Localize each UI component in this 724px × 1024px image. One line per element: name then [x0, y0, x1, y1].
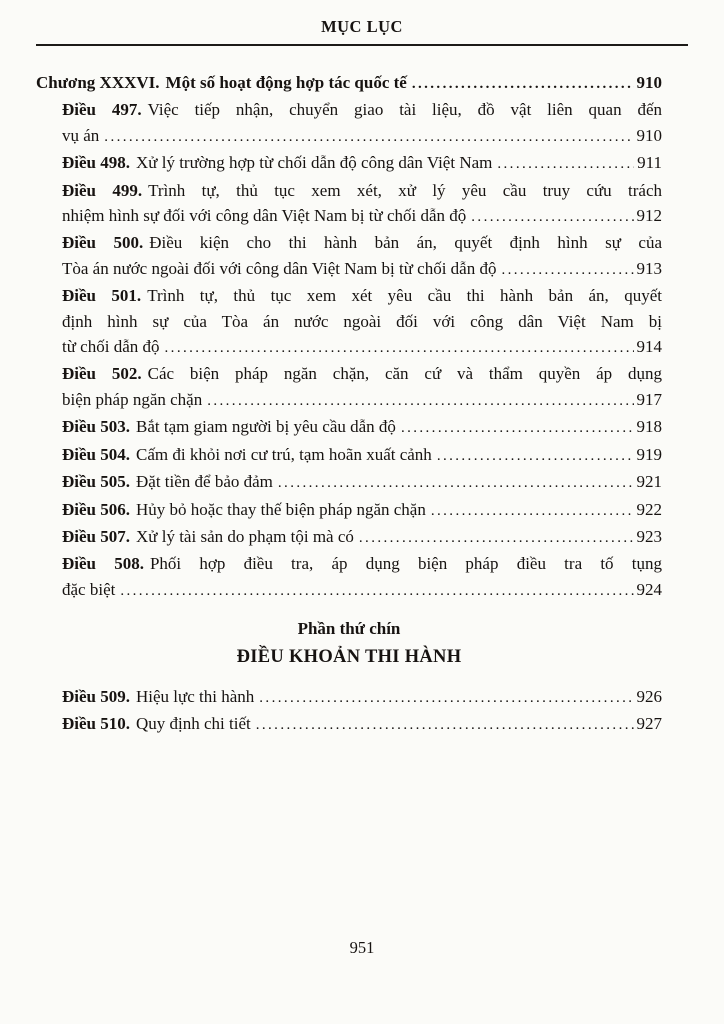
header-title: MỤC LỤC [321, 17, 403, 36]
toc-entry-page-number: 924 [636, 579, 662, 599]
toc-entry-text: Cấm đi khỏi nơi cư trú, tạm hoãn xuất cảnh [136, 444, 432, 464]
toc-entry-text: Việc tiếp nhận, chuyển giao tài liệu, đồ vật liên quan đến [147, 100, 662, 120]
toc-entry-page-number: 910 [636, 73, 662, 92]
dotted-leader [401, 414, 634, 441]
toc-entry-page-number: 923 [636, 526, 662, 546]
toc-entry-page-number: 926 [636, 686, 662, 706]
toc-article-entry [36, 711, 662, 738]
header-rule [36, 44, 688, 46]
toc-entry-line [62, 150, 662, 177]
dotted-leader [259, 684, 633, 711]
toc-entry-line [62, 309, 662, 334]
toc-entry-label: Chương XXXVI. [36, 73, 160, 92]
toc-entry-text: Hiệu lực thi hành [136, 686, 255, 706]
dotted-leader [412, 70, 634, 97]
toc-entry-label: Điều 503. [62, 417, 130, 437]
toc-entry-label: Điều 504. [62, 444, 130, 464]
toc-entry-text: Quy định chi tiết [136, 714, 251, 734]
part-label: Phần thứ chín [297, 619, 401, 639]
toc-chapter-entry [36, 70, 662, 97]
toc-entry-text: biện pháp ngăn chặn [62, 389, 203, 409]
toc-entry-page-number: 922 [636, 499, 662, 519]
toc-entry-page-number: 910 [636, 125, 662, 145]
toc-closing-entry-list [36, 684, 662, 739]
toc-article-entry [36, 414, 662, 441]
toc-entry-label: Điều 506. [62, 499, 130, 519]
toc-entry-line [62, 123, 662, 150]
toc-entry-page-number: 921 [636, 472, 662, 492]
toc-article-entry [36, 684, 662, 711]
toc-article-entry [36, 178, 662, 231]
toc-entry-text: Trình tự, thủ tục xem xét, xử lý yêu cầu truy cứu trách [148, 180, 662, 200]
toc-article-entry [36, 524, 662, 551]
toc-entry-line [62, 387, 662, 414]
toc-entry-line [62, 256, 662, 283]
toc-article-entry [36, 150, 662, 177]
toc-entry-line [62, 203, 662, 230]
dotted-leader [471, 203, 633, 230]
toc-entry-label: Điều 507. [62, 526, 130, 546]
toc-entry-text: định hình sự của Tòa án nước ngoài đối với công dân Việt Nam bị [62, 311, 662, 331]
toc-entry-text: Đặt tiền để bảo đảm [136, 472, 273, 492]
dotted-leader [165, 334, 634, 361]
toc-entry-text: nhiệm hình sự đối với công dân Việt Nam bị từ chối dẫn độ [62, 206, 467, 226]
toc-entry-line [62, 577, 662, 604]
toc-entry-text: Các biện pháp ngăn chặn, căn cứ và thẩm quyền áp dụng [147, 364, 663, 384]
toc-article-entry [36, 497, 662, 524]
toc-entry-page-number: 914 [636, 337, 662, 357]
dotted-leader [497, 150, 634, 177]
toc-article-entry [36, 230, 662, 283]
toc-article-entry [36, 361, 662, 414]
toc-entry-text: từ chối dẫn độ [62, 337, 160, 357]
dotted-leader [104, 123, 633, 150]
toc-entry-text: Điều kiện cho thi hành bản án, quyết định hình sự của [149, 233, 663, 253]
toc-entry-text: đặc biệt [62, 579, 116, 599]
dotted-leader [207, 387, 633, 414]
toc-entry-line [62, 283, 662, 308]
page-number-footer: 951 [349, 938, 375, 957]
part-title: ĐIỀU KHOẢN THI HÀNH [236, 646, 462, 667]
toc-entry-label: Điều 510. [62, 714, 130, 734]
toc-entry-text: Tòa án nước ngoài đối với công dân Việt Nam bị từ chối dẫn độ [62, 258, 497, 278]
section-heading [36, 616, 662, 670]
toc-entry-page-number: 917 [636, 389, 662, 409]
toc-entry-line [36, 70, 662, 97]
toc-entry-label: Điều 508. [62, 554, 144, 574]
toc-entry-page-number: 913 [636, 258, 662, 278]
toc-entry-line [62, 469, 662, 496]
toc-entry-text: Xử lý tài sản do phạm tội mà có [136, 526, 354, 546]
toc-entry-line [62, 414, 662, 441]
dotted-leader [437, 442, 634, 469]
dotted-leader [278, 469, 634, 496]
dotted-leader [431, 497, 634, 524]
toc-entry-label: Điều 502. [62, 364, 142, 384]
toc-entry-line [62, 230, 662, 255]
toc-entry-list [36, 70, 662, 604]
toc-article-entry [36, 97, 662, 150]
toc-entry-text: vụ án [62, 125, 100, 145]
toc-entry-label: Điều 501. [62, 286, 142, 306]
toc-entry-text: Hủy bỏ hoặc thay thế biện pháp ngăn chặn [136, 499, 426, 519]
toc-entry-line [62, 178, 662, 203]
toc-entry-page-number: 918 [636, 417, 662, 437]
toc-entry-page-number: 912 [636, 206, 662, 226]
toc-entry-line [62, 334, 662, 361]
dotted-leader [359, 524, 634, 551]
toc-entry-page-number: 919 [636, 444, 662, 464]
toc-entry-text: Bắt tạm giam người bị yêu cầu dẫn độ [136, 417, 396, 437]
dotted-leader [256, 711, 634, 738]
toc-entry-text: Một số hoạt động hợp tác quốc tế [165, 73, 407, 92]
toc-entry-text: Phối hợp điều tra, áp dụng biện pháp điều tra tố tụng [149, 554, 662, 574]
toc-entry-line [62, 442, 662, 469]
toc-entry-label: Điều 498. [62, 153, 130, 173]
dotted-leader [501, 256, 633, 283]
toc-entry-label: Điều 497. [62, 100, 142, 120]
toc-article-entry [36, 283, 662, 361]
toc-entry-line [62, 711, 662, 738]
toc-entry-line [62, 497, 662, 524]
toc-entry-label: Điều 505. [62, 472, 130, 492]
toc-article-entry [36, 551, 662, 604]
toc-entry-line [62, 97, 662, 122]
toc-entry-text: Trình tự, thủ tục xem xét yêu cầu thi hành bản án, quyết [147, 286, 663, 306]
toc-article-entry [36, 469, 662, 496]
toc-entry-label: Điều 509. [62, 686, 130, 706]
toc-content [36, 70, 662, 739]
toc-entry-line [62, 524, 662, 551]
toc-entry-label: Điều 499. [62, 180, 143, 200]
toc-entry-label: Điều 500. [62, 233, 144, 253]
toc-entry-line [62, 361, 662, 386]
dotted-leader [120, 577, 633, 604]
page-header [0, 0, 724, 37]
toc-entry-page-number: 927 [636, 714, 662, 734]
toc-entry-line [62, 684, 662, 711]
toc-article-entry [36, 442, 662, 469]
toc-entry-line [62, 551, 662, 576]
toc-entry-text: Xử lý trường hợp từ chối dẫn độ công dân Việt Nam [136, 153, 493, 173]
toc-entry-page-number: 911 [637, 153, 662, 173]
